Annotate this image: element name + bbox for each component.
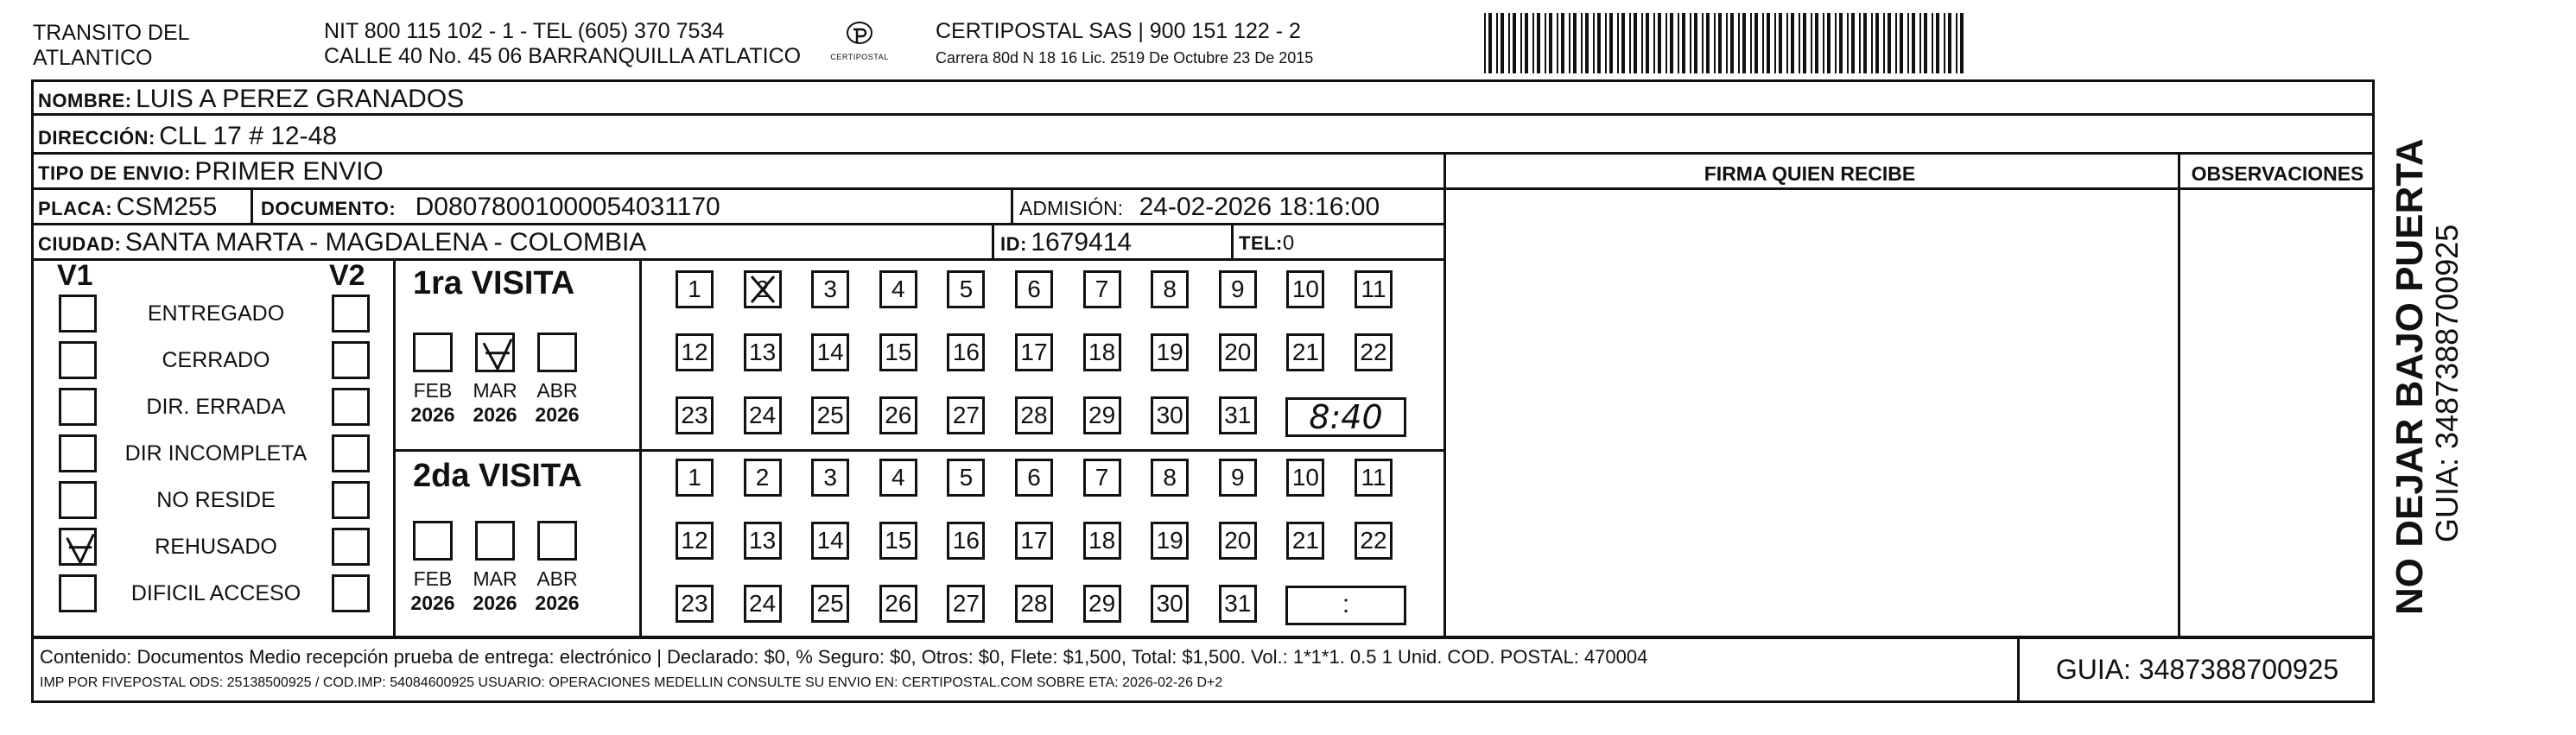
- visit2-time-box[interactable]: [1285, 586, 1406, 625]
- tel-field: [1239, 231, 1294, 256]
- day-box[interactable]: 28: [1015, 396, 1053, 434]
- certipostal-logo: [829, 17, 890, 69]
- nombre-value: LUIS A PEREZ GRANADOS: [136, 85, 465, 113]
- v1-checkbox[interactable]: [59, 481, 97, 519]
- visit1-time-box[interactable]: [1285, 397, 1406, 437]
- day-box[interactable]: 1: [676, 459, 714, 497]
- v1-checkbox[interactable]: [59, 341, 97, 379]
- footer-guia: GUIA: 3487388700925: [2055, 654, 2339, 685]
- year-label: 2026: [410, 403, 455, 426]
- day-box[interactable]: 24: [744, 585, 782, 623]
- month-checkbox[interactable]: [475, 333, 515, 372]
- tipo-envio-field: [38, 157, 384, 187]
- day-box[interactable]: 27: [947, 396, 985, 434]
- year-label: 2026: [535, 403, 580, 426]
- v2-checkbox[interactable]: [332, 528, 370, 566]
- month-checkbox[interactable]: [537, 521, 577, 561]
- month-checkbox[interactable]: [413, 521, 453, 561]
- day-box[interactable]: 25: [811, 396, 849, 434]
- day-box[interactable]: 21: [1286, 333, 1324, 371]
- month-label: FEB: [413, 567, 453, 590]
- day-box[interactable]: 31: [1219, 396, 1257, 434]
- day-box[interactable]: 24: [744, 396, 782, 434]
- day-box[interactable]: 11: [1355, 459, 1393, 497]
- month-checkbox[interactable]: [537, 333, 577, 372]
- v1-checkbox[interactable]: [59, 295, 97, 333]
- day-box[interactable]: 26: [879, 396, 917, 434]
- column-divider-firma: [1443, 152, 1446, 639]
- nit-line: NIT 800 115 102 - 1 - TEL (605) 370 7534: [324, 19, 725, 43]
- day-box[interactable]: 26: [879, 585, 917, 623]
- divider: [31, 152, 2375, 155]
- observaciones-header: OBSERVACIONES: [2191, 162, 2364, 185]
- check-mark-icon: [61, 530, 99, 568]
- day-box[interactable]: 5: [947, 270, 985, 308]
- barcode-graphic: [1484, 13, 1972, 73]
- day-box[interactable]: 9: [1219, 270, 1257, 308]
- admision-field: [1019, 193, 1380, 222]
- day-box[interactable]: 30: [1151, 396, 1189, 434]
- day-box[interactable]: 30: [1151, 585, 1189, 623]
- divider: [992, 223, 994, 260]
- day-box[interactable]: 4: [879, 459, 917, 497]
- state-label: ENTREGADO: [147, 301, 285, 326]
- footer-imp-line: IMP POR FIVEPOSTAL ODS: 25138500925 / COD.IMP: 54084600925 USUARIO: OPERACIONES MEDELLIN CONSULTE SU ENVIO EN: CERTIPOSTAL.COM SOBRE ETA: 2026-02-26 D+2: [40, 675, 1223, 690]
- day-box[interactable]: 15: [879, 522, 917, 560]
- direccion-label: DIRECCIÓN:: [38, 127, 155, 149]
- day-box[interactable]: 7: [1083, 459, 1121, 497]
- license-line: Carrera 80d N 18 16 Lic. 2519 De Octubre 23 De 2015: [936, 49, 1314, 67]
- tel-value: 0: [1282, 231, 1295, 255]
- documento-field: [261, 193, 720, 222]
- sender-contact: [324, 19, 801, 69]
- state-label: DIR. ERRADA: [146, 395, 286, 419]
- day-box[interactable]: 15: [879, 333, 917, 371]
- day-box[interactable]: 6: [1015, 270, 1053, 308]
- month-label: MAR: [473, 379, 517, 402]
- day-box[interactable]: 31: [1219, 585, 1257, 623]
- day-box[interactable]: 8: [1151, 459, 1189, 497]
- tipo-label: TIPO DE ENVIO:: [38, 162, 191, 184]
- v2-checkbox[interactable]: [332, 388, 370, 426]
- id-value: 1679414: [1031, 228, 1133, 257]
- state-label: CERRADO: [162, 348, 270, 372]
- year-label: 2026: [473, 592, 517, 614]
- day-box[interactable]: 29: [1083, 585, 1121, 623]
- day-box[interactable]: 23: [676, 396, 714, 434]
- day-box[interactable]: 13: [744, 522, 782, 560]
- v2-checkbox[interactable]: [332, 341, 370, 379]
- id-field: [1000, 228, 1132, 257]
- month-label: MAR: [473, 567, 517, 590]
- day-box[interactable]: 13: [744, 333, 782, 371]
- day-box[interactable]: 19: [1151, 333, 1189, 371]
- v2-checkbox[interactable]: [332, 295, 370, 333]
- day-box[interactable]: 14: [811, 333, 849, 371]
- logo-icon: [829, 17, 890, 52]
- ciudad-label: CIUDAD:: [38, 233, 122, 255]
- day-box[interactable]: 20: [1219, 333, 1257, 371]
- day-box[interactable]: 25: [811, 585, 849, 623]
- year-label: 2026: [535, 592, 580, 614]
- sender-name: [33, 21, 190, 71]
- day-box[interactable]: 2: [744, 459, 782, 497]
- day-box[interactable]: 18: [1083, 522, 1121, 560]
- divider: [251, 187, 253, 225]
- v2-label: V2: [329, 259, 365, 292]
- company-line: CERTIPOSTAL SAS | 900 151 122 - 2: [936, 19, 1301, 43]
- day-box[interactable]: 17: [1015, 522, 1053, 560]
- day-box[interactable]: 28: [1015, 585, 1053, 623]
- admision-label: ADMISIÓN:: [1019, 197, 1124, 219]
- day-box[interactable]: 19: [1151, 522, 1189, 560]
- v1-label: V1: [57, 259, 93, 292]
- state-label: REHUSADO: [155, 535, 277, 559]
- month-label: ABR: [536, 567, 578, 590]
- ciudad-field: [38, 228, 646, 257]
- day-box[interactable]: 4: [879, 270, 917, 308]
- visit1-time-value: 8:40: [1309, 398, 1383, 436]
- company-info: [936, 19, 1313, 67]
- visit1-title: 1ra VISITA: [413, 265, 575, 301]
- day-box[interactable]: 1: [676, 270, 714, 308]
- day-box[interactable]: 27: [947, 585, 985, 623]
- barcode: [1484, 13, 1972, 73]
- day-box[interactable]: 10: [1286, 270, 1324, 308]
- admision-value: 24-02-2026 18:16:00: [1139, 193, 1380, 221]
- day-box[interactable]: 23: [676, 585, 714, 623]
- v2-checkbox[interactable]: [332, 481, 370, 519]
- divider: [1231, 223, 1234, 260]
- nombre-label: NOMBRE:: [38, 90, 132, 111]
- documento-label: DOCUMENTO:: [261, 198, 397, 219]
- v1-checkbox[interactable]: [59, 574, 97, 612]
- side-guia: GUIA: 3487388700925: [2429, 224, 2465, 542]
- divider: [1443, 187, 2375, 190]
- month-label: ABR: [536, 379, 578, 402]
- column-divider-obs: [2178, 152, 2180, 639]
- day-box[interactable]: 14: [811, 522, 849, 560]
- month-checkbox[interactable]: [475, 521, 515, 561]
- day-box[interactable]: 29: [1083, 396, 1121, 434]
- direccion-value: CLL 17 # 12-48: [159, 122, 337, 150]
- id-label: ID:: [1000, 233, 1027, 255]
- side-warning: NO DEJAR BAJO PUERTA: [2389, 138, 2431, 615]
- direccion-field: [38, 122, 337, 151]
- documento-value: D08078001000054031170: [415, 193, 720, 221]
- year-label: 2026: [473, 403, 517, 426]
- v1-checkbox[interactable]: [59, 528, 97, 566]
- visit2-time-value: :: [1342, 590, 1350, 618]
- divider: [393, 258, 396, 636]
- day-box[interactable]: 6: [1015, 459, 1053, 497]
- state-label: DIFICIL ACCESO: [130, 581, 301, 605]
- sender-line-2: ATLANTICO: [33, 46, 153, 70]
- tel-label: TEL:: [1239, 232, 1283, 254]
- sender-line-1: TRANSITO DEL: [33, 21, 190, 45]
- day-box[interactable]: 12: [676, 522, 714, 560]
- divider: [1011, 187, 1013, 225]
- v2-checkbox[interactable]: [332, 574, 370, 612]
- address-line: CALLE 40 No. 45 06 BARRANQUILLA ATLATICO: [324, 44, 802, 68]
- day-box[interactable]: 2: [744, 270, 782, 308]
- day-box[interactable]: 3: [811, 459, 849, 497]
- day-box[interactable]: 12: [676, 333, 714, 371]
- month-checkbox[interactable]: [413, 333, 453, 372]
- check-mark-icon: [478, 335, 517, 375]
- month-label: FEB: [413, 379, 453, 402]
- logo-caption: CERTIPOSTAL: [830, 53, 889, 61]
- day-box[interactable]: 20: [1219, 522, 1257, 560]
- v2-checkbox[interactable]: [332, 434, 370, 472]
- tipo-value: PRIMER ENVIO: [194, 157, 384, 186]
- day-box[interactable]: 22: [1355, 333, 1393, 371]
- placa-value: CSM255: [116, 193, 218, 221]
- ciudad-value: SANTA MARTA - MAGDALENA - COLOMBIA: [124, 228, 647, 257]
- day-box[interactable]: 7: [1083, 270, 1121, 308]
- firma-header: FIRMA QUIEN RECIBE: [1704, 162, 1916, 185]
- placa-label: PLACA:: [38, 198, 113, 219]
- day-box[interactable]: 17: [1015, 333, 1053, 371]
- day-box[interactable]: 3: [811, 270, 849, 308]
- nombre-field: [38, 85, 464, 114]
- v1-checkbox[interactable]: [59, 434, 97, 472]
- day-box[interactable]: 16: [947, 333, 985, 371]
- footer-contenido: Contenido: Documentos Medio recepción prueba de entrega: electrónico | Declarado: $0, % Seguro: $0, Otros: $0, Flete: $1,500, Total: $1,500. Vol.: 1*1*1. 0.5 1 Unid. COD. POSTAL: 470004: [40, 646, 1648, 668]
- day-box[interactable]: 16: [947, 522, 985, 560]
- year-label: 2026: [410, 592, 455, 614]
- visit2-title: 2da VISITA: [413, 458, 582, 494]
- day-box[interactable]: 22: [1355, 522, 1393, 560]
- day-box[interactable]: 11: [1355, 270, 1393, 308]
- day-box[interactable]: 10: [1286, 459, 1324, 497]
- placa-field: [38, 193, 217, 222]
- day-box[interactable]: 9: [1219, 459, 1257, 497]
- divider: [393, 449, 1443, 452]
- state-label: NO RESIDE: [156, 488, 276, 512]
- day-box[interactable]: 21: [1286, 522, 1324, 560]
- day-box[interactable]: 18: [1083, 333, 1121, 371]
- divider: [639, 258, 642, 636]
- day-box[interactable]: 8: [1151, 270, 1189, 308]
- v1-checkbox[interactable]: [59, 388, 97, 426]
- day-box[interactable]: 5: [947, 459, 985, 497]
- state-label: DIR INCOMPLETA: [124, 441, 308, 466]
